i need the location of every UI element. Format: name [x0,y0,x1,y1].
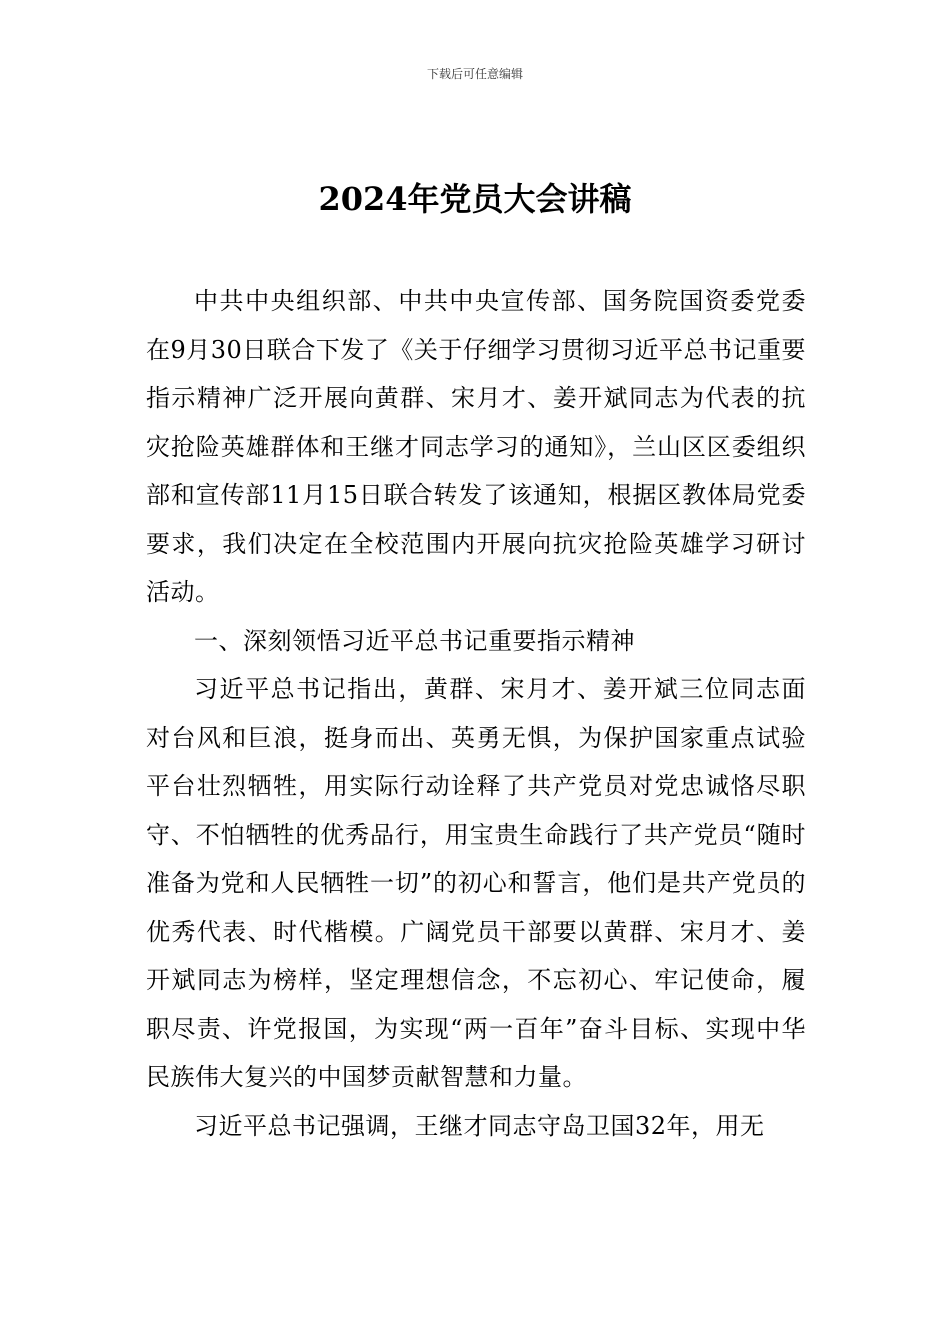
body-paragraph-1: 中共中央组织部、中共中央宣传部、国务院国资委党委在9月30日联合下发了《关于仔细学习贯彻习近平总书记重要指示精神广泛开展向黄群、宋月才、姜开斌同志为代表的抗灾抢险英雄群体和王继才同志学习的通知》，兰山区区委组织部和宣传部11月15日联合转发了该通知，根据区教体局党委要求，我们决定在全校范围内开展向抗灾抢险英雄学习研讨活动。 [146,287,806,606]
body-paragraph-2: 习近平总书记指出，黄群、宋月才、姜开斌三位同志面对台风和巨浪，挺身而出、英勇无惧，为保护国家重点试验平台壮烈牺牲，用实际行动诠释了共产党员对党忠诚恪尽职守、不怕牺牲的优秀品行，用宝贵生命践行了共产党员“随时准备为党和人民牺牲一切”的初心和誓言，他们是共产党员的优秀代表、时代楷模。广阔党员干部要以黄群、宋月才、姜开斌同志为榜样，坚定理想信念，不忘初心、牢记使命，履职尽责、许党报国，为实现“两一百年”奋斗目标、实现中华民族伟大复兴的中国梦贡献智慧和力量。 [146,675,806,1091]
page-header-note: 下载后可任意编辑 [426,67,523,81]
document-body [146,277,806,1150]
section-heading-1: 一、深刻领悟习近平总书记重要指示精神 [194,626,635,655]
body-paragraph-3: 习近平总书记强调，王继才同志守岛卫国32年，用无 [194,1111,765,1140]
document-title: 2024年党员大会讲稿 [318,180,632,218]
